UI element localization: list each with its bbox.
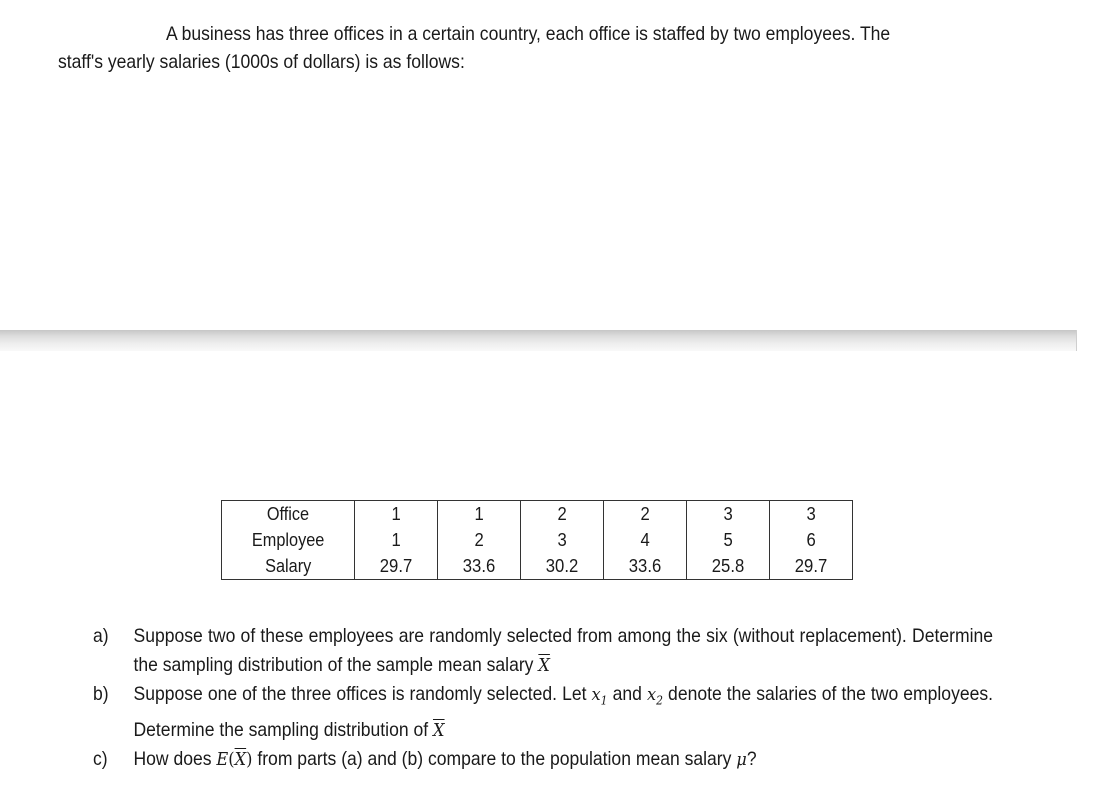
table-cell: 6 bbox=[770, 527, 853, 553]
table-cell: 3 bbox=[521, 527, 604, 553]
table-cell: 2 bbox=[438, 527, 521, 553]
table-cell: 29.7 bbox=[770, 553, 853, 580]
row-header: Salary bbox=[222, 553, 355, 580]
question-list bbox=[93, 622, 993, 774]
row-header: Office bbox=[222, 501, 355, 528]
question-text: Suppose two of these employees are randomly selected from among the six (without replacement). Determine the sampling distribution of the sample mean salary $\overline{X}$ bbox=[133, 625, 993, 676]
expectation-symbol: $E(\overline{X})$ bbox=[216, 748, 253, 770]
table-row-employee bbox=[222, 527, 853, 553]
table-cell: 1 bbox=[355, 501, 438, 528]
question-a bbox=[93, 622, 993, 680]
table-cell: 5 bbox=[687, 527, 770, 553]
table-cell: 1 bbox=[355, 527, 438, 553]
table-cell: 25.8 bbox=[687, 553, 770, 580]
question-c bbox=[93, 745, 993, 774]
table-row-salary bbox=[222, 553, 853, 580]
question-b bbox=[93, 680, 993, 745]
table-cell: 1 bbox=[438, 501, 521, 528]
table-cell: 3 bbox=[770, 501, 853, 528]
sample-mean-symbol: $\overline{X}$ bbox=[538, 655, 550, 676]
intro-paragraph: A business has three offices in a certain country, each office is staffed by two employees. The staff's yearly salaries (1000s of dollars) is as follows: bbox=[58, 23, 891, 73]
mu-symbol: μ bbox=[736, 748, 747, 770]
table-row-office bbox=[222, 501, 853, 528]
question-text: Suppose one of the three offices is randomly selected. Let $x_1$ and $x_2$ denote the salaries of the two employees. Determine the sampling distribution of $\overline{X}$ bbox=[133, 683, 994, 741]
horizontal-divider bbox=[0, 330, 1077, 351]
table-cell: 2 bbox=[521, 501, 604, 528]
question-label: a) bbox=[93, 625, 109, 647]
salary-table bbox=[221, 500, 853, 580]
table-cell: 30.2 bbox=[521, 553, 604, 580]
question-text: How does $E(\overline{X})$ from parts (a) and (b) compare to the population mean salary μ? bbox=[133, 747, 757, 770]
table-cell: 33.6 bbox=[438, 553, 521, 580]
row-header: Employee bbox=[222, 527, 355, 553]
question-label: c) bbox=[93, 747, 108, 770]
table-cell: 29.7 bbox=[355, 553, 438, 580]
table-cell: 3 bbox=[687, 501, 770, 528]
table-cell: 2 bbox=[604, 501, 687, 528]
table-cell: 4 bbox=[604, 527, 687, 553]
x1-symbol: $x_1$ bbox=[591, 684, 608, 708]
x2-symbol: $x_2$ bbox=[646, 684, 663, 708]
table-cell: 33.6 bbox=[604, 553, 687, 580]
question-label: b) bbox=[93, 683, 109, 705]
sample-mean-symbol: $\overline{X}$ bbox=[432, 719, 445, 741]
